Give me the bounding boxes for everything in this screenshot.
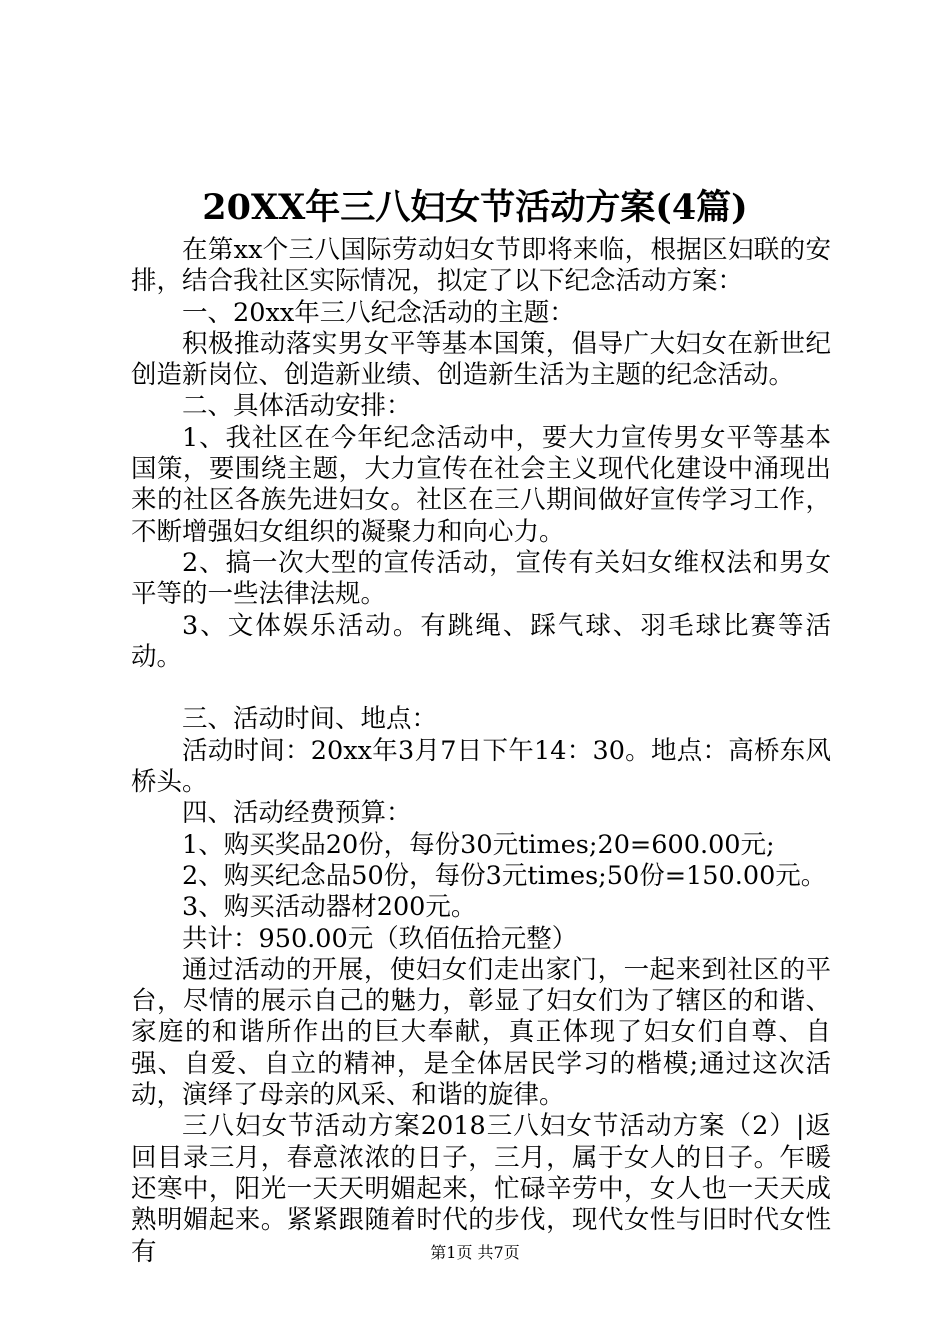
budget-total: 共计：950.00元（玖佰伍拾元整） <box>182 923 578 954</box>
budget-item-1: 1、购买奖品20份，每份30元times;20=600.00元; <box>182 829 775 860</box>
section-heading-budget: 四、活动经费预算： <box>182 798 412 829</box>
arrangement-item-3: 3、文体娱乐活动。有跳绳、踩气球、羽毛球比赛等活动。 <box>131 610 831 672</box>
arrangement-item-1: 1、我社区在今年纪念活动中，要大力宣传男女平等基本国策，要围绕主题，大力宣传在社会主义现代化建设中涌现出来的社区各族先进妇女。社区在三八期间做好宣传学习工作，不断增强妇女组织的凝聚力和向心力。 <box>131 422 831 547</box>
summary-paragraph: 通过活动的开展，使妇女们走出家门，一起来到社区的平台，尽情的展示自己的魅力，彰显了妇女们为了辖区的和谐、家庭的和谐所作出的巨大奉献，真正体现了妇女们自尊、自强、自爱、自立的精神，是全体居民学习的楷模;通过这次活动，演绎了母亲的风采、和谐的旋律。 <box>131 954 831 1111</box>
time-place-paragraph: 活动时间：20xx年3月7日下午14：30。地点：高桥东风桥头。 <box>131 735 831 798</box>
budget-item-2: 2、购买纪念品50份，每份3元times;50份=150.00元。 <box>182 860 827 891</box>
blank-line <box>131 673 831 704</box>
intro-paragraph: 在第xx个三八国际劳动妇女节即将来临，根据区妇联的安排，结合我社区实际情况，拟定了以下纪念活动方案： <box>131 235 831 297</box>
continuation-paragraph: 三八妇女节活动方案2018三八妇女节活动方案（2）|返回目录三月，春意浓浓的日子，三月，属于女人的日子。乍暖还寒中，阳光一天天明媚起来，忙碌辛劳中，女人也一天天成熟明媚起来。紧紧跟随着时代的步伐，现代女性与旧时代女性有 <box>131 1111 831 1267</box>
theme-paragraph: 积极推动落实男女平等基本国策，倡导广大妇女在新世纪创造新岗位、创造新业绩、创造新生活为主题的纪念活动。 <box>131 328 831 391</box>
section-heading-time-place: 三、活动时间、地点： <box>182 704 438 735</box>
section-heading-arrangement: 二、具体活动安排： <box>182 391 412 422</box>
page-number-footer: 第1页 共7页 <box>430 1243 520 1262</box>
arrangement-item-2: 2、搞一次大型的宣传活动，宣传有关妇女维权法和男女平等的一些法律法规。 <box>131 547 831 610</box>
section-heading-theme: 一、20xx年三八纪念活动的主题： <box>182 297 575 328</box>
budget-item-3: 3、购买活动器材200元。 <box>182 892 477 923</box>
document-title: 20XX年三八妇女节活动方案(4篇) <box>202 187 748 228</box>
document-body <box>131 235 831 1268</box>
